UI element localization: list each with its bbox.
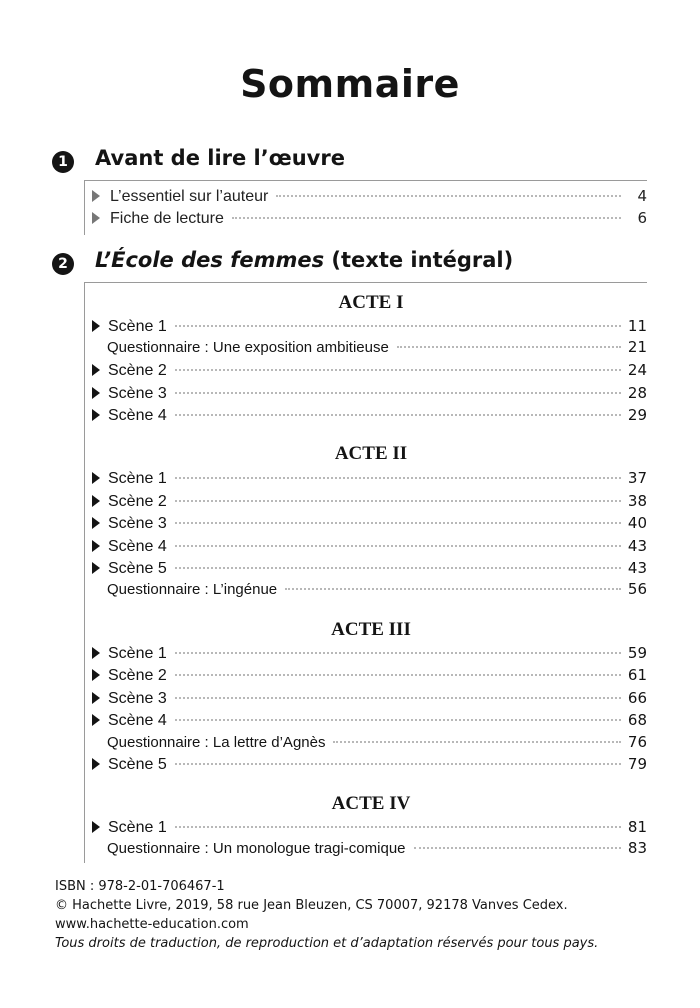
toc-entry[interactable]: [92, 185, 647, 207]
toc-entry-page: 66: [627, 689, 647, 707]
toc-entry[interactable]: [92, 664, 647, 686]
toc-entry-page: 76: [627, 733, 647, 751]
dot-leader: [175, 522, 621, 524]
act-title: ACTE II: [334, 443, 408, 464]
toc-entry-label: Questionnaire : Une exposition ambitieuse: [107, 339, 389, 356]
toc-entry[interactable]: [92, 359, 647, 381]
toc-entry-label: Fiche de lecture: [110, 210, 224, 227]
footer-copyright: © Hachette Livre, 2019, 58 rue Jean Bleuzen, CS 70007, 92178 Vanves Cedex.: [55, 898, 568, 913]
toc-entry-label: Scène 3: [108, 385, 167, 402]
dot-leader: [175, 674, 621, 676]
toc-entry[interactable]: [92, 315, 647, 337]
section-title-italic: L’École des femmes: [95, 248, 325, 272]
page-title: Sommaire: [240, 62, 460, 106]
toc-entry-page: 56: [627, 580, 647, 598]
section-title-rest: (texte intégral): [324, 248, 514, 272]
triangle-bullet-icon: [92, 562, 100, 574]
dot-leader: [397, 346, 621, 348]
dot-leader: [276, 195, 621, 197]
toc-entry-page: 40: [627, 514, 647, 532]
toc-entry-page: 29: [627, 406, 647, 424]
section-1-header: [0, 146, 700, 182]
toc-entry-label: Questionnaire : L’ingénue: [107, 581, 278, 598]
toc-entry[interactable]: [92, 382, 647, 404]
triangle-bullet-icon: [92, 364, 100, 376]
toc-entry[interactable]: [92, 207, 647, 229]
toc-entry-page: 37: [627, 469, 647, 487]
dot-leader: [333, 741, 621, 743]
toc-entry[interactable]: [92, 642, 647, 664]
toc-entry-page: 43: [627, 537, 647, 555]
section-2-header: [0, 248, 700, 284]
toc-entry-page: 24: [627, 361, 647, 379]
section-number-badge: 2: [52, 253, 74, 275]
toc-entry[interactable]: [92, 535, 647, 557]
toc-entry-questionnaire[interactable]: [107, 731, 647, 753]
toc-entry[interactable]: [92, 404, 647, 426]
triangle-bullet-icon: [92, 758, 100, 770]
triangle-bullet-icon: [92, 714, 100, 726]
toc-entry-page: 38: [627, 492, 647, 510]
toc-entry-page: 68: [627, 711, 647, 729]
dot-leader: [175, 392, 621, 394]
section-1-vertical-rule: [84, 181, 85, 235]
triangle-bullet-icon: [92, 692, 100, 704]
section-rule: [84, 282, 647, 283]
dot-leader: [175, 325, 621, 327]
toc-entry-label: Scène 3: [108, 690, 167, 707]
toc-entry-label: Scène 5: [108, 756, 167, 773]
toc-entry[interactable]: [92, 467, 647, 489]
toc-entry-questionnaire[interactable]: [107, 336, 647, 358]
toc-entry[interactable]: [92, 687, 647, 709]
triangle-bullet-icon: [92, 821, 100, 833]
toc-entry-label: Scène 2: [108, 493, 167, 510]
toc-entry-page: 59: [627, 644, 647, 662]
toc-entry-label: Scène 1: [108, 819, 167, 836]
dot-leader: [175, 719, 621, 721]
toc-entry-label: Scène 2: [108, 667, 167, 684]
triangle-bullet-icon: [92, 472, 100, 484]
toc-entry-page: 79: [627, 755, 647, 773]
footer-website[interactable]: www.hachette-education.com: [55, 917, 249, 932]
triangle-bullet-icon: [92, 212, 100, 224]
toc-entry-page: 28: [627, 384, 647, 402]
toc-entry-label: L’essentiel sur l’auteur: [110, 188, 269, 205]
toc-entry-label: Scène 1: [108, 645, 167, 662]
dot-leader: [232, 217, 621, 219]
footer-isbn: ISBN : 978-2-01-706467-1: [55, 879, 225, 894]
dot-leader: [414, 847, 622, 849]
toc-entry-label: Questionnaire : Un monologue tragi-comique: [107, 840, 406, 857]
toc-entry[interactable]: [92, 490, 647, 512]
dot-leader: [175, 697, 621, 699]
dot-leader: [175, 567, 621, 569]
toc-entry-label: Scène 3: [108, 515, 167, 532]
toc-entry-page: 11: [627, 317, 647, 335]
act-title: ACTE IV: [331, 793, 411, 814]
toc-entry-label: Scène 4: [108, 712, 167, 729]
section-title: Avant de lire l’œuvre: [95, 146, 345, 170]
toc-entry-label: Questionnaire : La lettre d’Agnès: [107, 734, 326, 751]
toc-entry-page: 83: [627, 839, 647, 857]
toc-entry[interactable]: [92, 512, 647, 534]
toc-entry-label: Scène 2: [108, 362, 167, 379]
toc-entry[interactable]: [92, 753, 647, 775]
triangle-bullet-icon: [92, 517, 100, 529]
dot-leader: [175, 545, 621, 547]
section-title: [95, 248, 513, 272]
act-title: ACTE I: [338, 292, 404, 313]
toc-entry-questionnaire[interactable]: [107, 837, 647, 859]
triangle-bullet-icon: [92, 409, 100, 421]
act-title: ACTE III: [331, 619, 411, 640]
footer-rights: Tous droits de traduction, de reproduction et d’adaptation réservés pour tous pays.: [55, 936, 599, 951]
triangle-bullet-icon: [92, 647, 100, 659]
footer: [55, 877, 598, 953]
toc-entry[interactable]: [92, 816, 647, 838]
dot-leader: [175, 652, 621, 654]
toc-entry-page: 61: [627, 666, 647, 684]
dot-leader: [175, 414, 621, 416]
toc-entry-page: 6: [637, 209, 647, 227]
dot-leader: [285, 588, 621, 590]
triangle-bullet-icon: [92, 190, 100, 202]
dot-leader: [175, 763, 621, 765]
toc-entry-label: Scène 4: [108, 538, 167, 555]
dot-leader: [175, 500, 621, 502]
toc-entry-label: Scène 5: [108, 560, 167, 577]
triangle-bullet-icon: [92, 320, 100, 332]
dot-leader: [175, 826, 621, 828]
dot-leader: [175, 369, 621, 371]
triangle-bullet-icon: [92, 669, 100, 681]
section-rule: [84, 180, 647, 181]
toc-entry-questionnaire[interactable]: [107, 578, 647, 600]
triangle-bullet-icon: [92, 495, 100, 507]
toc-entry-page: 43: [627, 559, 647, 577]
toc-entry-page: 21: [627, 338, 647, 356]
dot-leader: [175, 477, 621, 479]
triangle-bullet-icon: [92, 387, 100, 399]
toc-entry-label: Scène 4: [108, 407, 167, 424]
toc-entry-label: Scène 1: [108, 318, 167, 335]
toc-entry-page: 4: [637, 187, 647, 205]
toc-entry[interactable]: [92, 709, 647, 731]
triangle-bullet-icon: [92, 540, 100, 552]
toc-entry-label: Scène 1: [108, 470, 167, 487]
toc-entry[interactable]: [92, 557, 647, 579]
section-2-vertical-rule: [84, 283, 85, 863]
toc-entry-page: 81: [627, 818, 647, 836]
section-number-badge: 1: [52, 151, 74, 173]
